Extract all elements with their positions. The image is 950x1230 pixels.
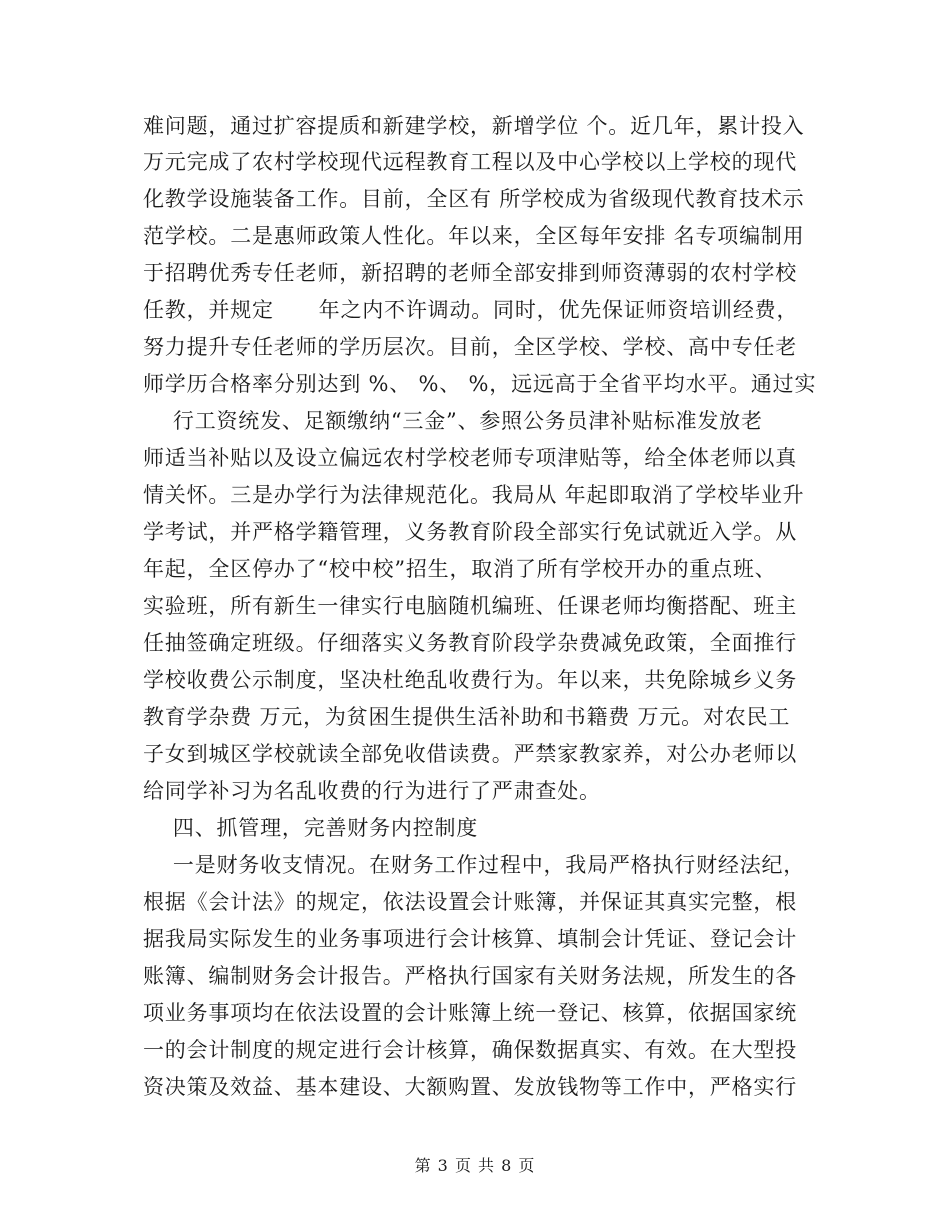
text-line: 据我局实际发生的业务事项进行会计核算、填制会计凭证、登记会计: [143, 927, 797, 951]
text-line: 师适当补贴以及设立偏远农村学校老师专项津贴等，给全体老师以真: [143, 446, 797, 470]
text-line: 范学校。二是惠师政策人性化。年以来，全区每年安排 名专项编制用: [143, 224, 805, 248]
page-number-footer: 第 3 页 共 8 页: [414, 1156, 536, 1175]
text-line: 实验班，所有新生一律实行电脑随机编班、任课老师均衡搭配、班主: [143, 594, 797, 618]
text-line: 根据《会计法》的规定，依法设置会计账簿，并保证其真实完整，根: [143, 890, 797, 914]
text-line: 资决策及效益、基本建设、大额购置、发放钱物等工作中，严格实行: [143, 1075, 797, 1099]
section-heading: 四、抓管理，完善财务内控制度: [143, 816, 479, 840]
text-line: 学校收费公示制度，坚决杜绝乱收费行为。年以来，共免除城乡义务: [143, 668, 797, 692]
text-line: 一是财务收支情况。在财务工作过程中，我局严格执行财经法纪，: [143, 853, 806, 877]
text-line: 给同学补习为名乱收费的行为进行了严肃查处。: [143, 779, 601, 803]
text-line: 账簿、编制财务会计报告。严格执行国家有关财务法规，所发生的各: [143, 964, 797, 988]
text-line: 任抽签确定班级。仔细落实义务教育阶段学杂费减免政策，全面推行: [143, 631, 797, 655]
text-line: 一的会计制度的规定进行会计核算，确保数据真实、有效。在大型投: [143, 1038, 797, 1062]
text-line: 于招聘优秀专任老师，新招聘的老师全部安排到师资薄弱的农村学校: [143, 261, 797, 285]
text-line: 努力提升专任老师的学历层次。目前，全区学校、学校、高中专任老: [143, 335, 797, 359]
text-line: 行工资统发、足额缴纳“三金”、参照公务员津补贴标准发放老: [143, 409, 763, 433]
text-line: 师学历合格率分别达到 %、 %、 %，远远高于全省平均水平。通过实: [143, 372, 817, 396]
text-line: 教育学杂费 万元，为贫困生提供生活补助和书籍费 万元。对农民工: [143, 705, 791, 729]
text-line: 万元完成了农村学校现代远程教育工程以及中心学校以上学校的现代: [143, 150, 797, 174]
text-line: 化教学设施装备工作。目前，全区有 所学校成为省级现代教育技术示: [143, 187, 805, 211]
text-line: 任教，并规定 年之内不许调动。同时，优先保证师资培训经费，: [143, 298, 799, 322]
text-line: 情关怀。三是办学行为法律规范化。我局从 年起即取消了学校毕业升: [143, 483, 805, 507]
text-line: 子女到城区学校就读全部免收借读费。严禁家教家养，对公办老师以: [143, 742, 797, 766]
text-line: 难问题，通过扩容提质和新建学校，新增学位 个。近几年，累计投入: [143, 114, 805, 138]
text-line: 学考试，并严格学籍管理，义务教育阶段全部实行免试就近入学。从: [143, 520, 797, 544]
text-line: 年起，全区停办了“校中校”招生，取消了所有学校开办的重点班、: [143, 557, 777, 581]
text-line: 项业务事项均在依法设置的会计账簿上统一登记、核算，依据国家统: [143, 1001, 797, 1025]
